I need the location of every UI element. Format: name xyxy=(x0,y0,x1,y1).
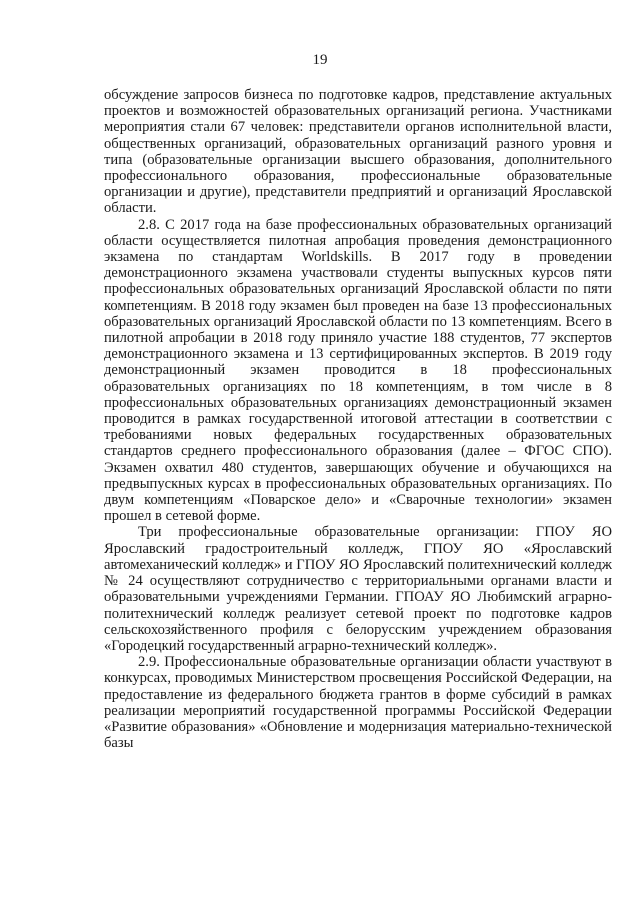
body-text xyxy=(104,87,612,751)
paragraph-2-8: 2.8. С 2017 года на базе профессиональных образовательных организаций области осуществляется пилотная апробация проведения демонстрационного экзамена по стандартам Worldskills. В 2017 году в проведении демонстрационного экзамена участвовали студенты выпускных курсов пяти профессиональных образовательных организаций Ярославской области по пяти компетенциям. В 2018 году экзамен был проведен на базе 13 профессиональных образовательных организаций Ярославской области по 13 компетенциям. Всего в пилотной апробации в 2018 году приняло участие 188 студентов, 77 экспертов демонстрационного экзамена и 13 сертифицированных экспертов. В 2019 году демонстрационный экзамен проводится в 18 профессиональных образовательных организациях по 18 компетенциям, в том числе в 8 профессиональных образовательных организациях демонстрационный экзамен проводится в рамках государственной итоговой аттестации в соответствии с требованиями новых федеральных государственных образовательных стандартов среднего профессионального образования (далее – ФГОС СПО). Экзамен охватил 480 студентов, завершающих обучение и обучающихся на предвыпускных курсах в профессиональных образовательных организациях. По двум компетенциям «Поварское дело» и «Сварочные технологии» экзамен прошел в сетевой форме. xyxy=(104,216,612,525)
paragraph-continued: обсуждение запросов бизнеса по подготовке кадров, представление актуальных проектов и возможностей образовательных организаций региона. Участниками мероприятия стали 67 человек: представители органов исполнительной власти, общественных организаций, образовательных организаций разного уровня и типа (образовательные организации высшего образования, дополнительного профессионального образования, профессиональные образовательные организации и другие), представители предприятий и организаций Ярославской области. xyxy=(104,87,612,217)
paragraph-2-9: 2.9. Профессиональные образовательные организации области участвуют в конкурсах, проводимых Министерством просвещения Российской Федерации, на предоставление из федерального бюджета грантов в форме субсидий в рамках реализации мероприятий государственной программы Российской Федерации «Развитие образования» «Обновление и модернизация материально-технической базы xyxy=(104,654,612,752)
page-number: 19 xyxy=(312,52,328,68)
paragraph-three-organizations: Три профессиональные образовательные организации: ГПОУ ЯО Ярославский градостроительный колледж, ГПОУ ЯО «Ярославский автомеханический колледж» и ГПОУ ЯО Ярославский политехнический колледж № 24 осуществляют сотрудничество с территориальными органами власти и образовательными учреждениями Германии. ГПОАУ ЯО Любимский аграрно-политехнический колледж реализует сетевой проект по подготовке кадров сельскохозяйственного профиля с белорусским учреждением образования «Городецкий государственный аграрно-технический колледж». xyxy=(104,524,612,654)
